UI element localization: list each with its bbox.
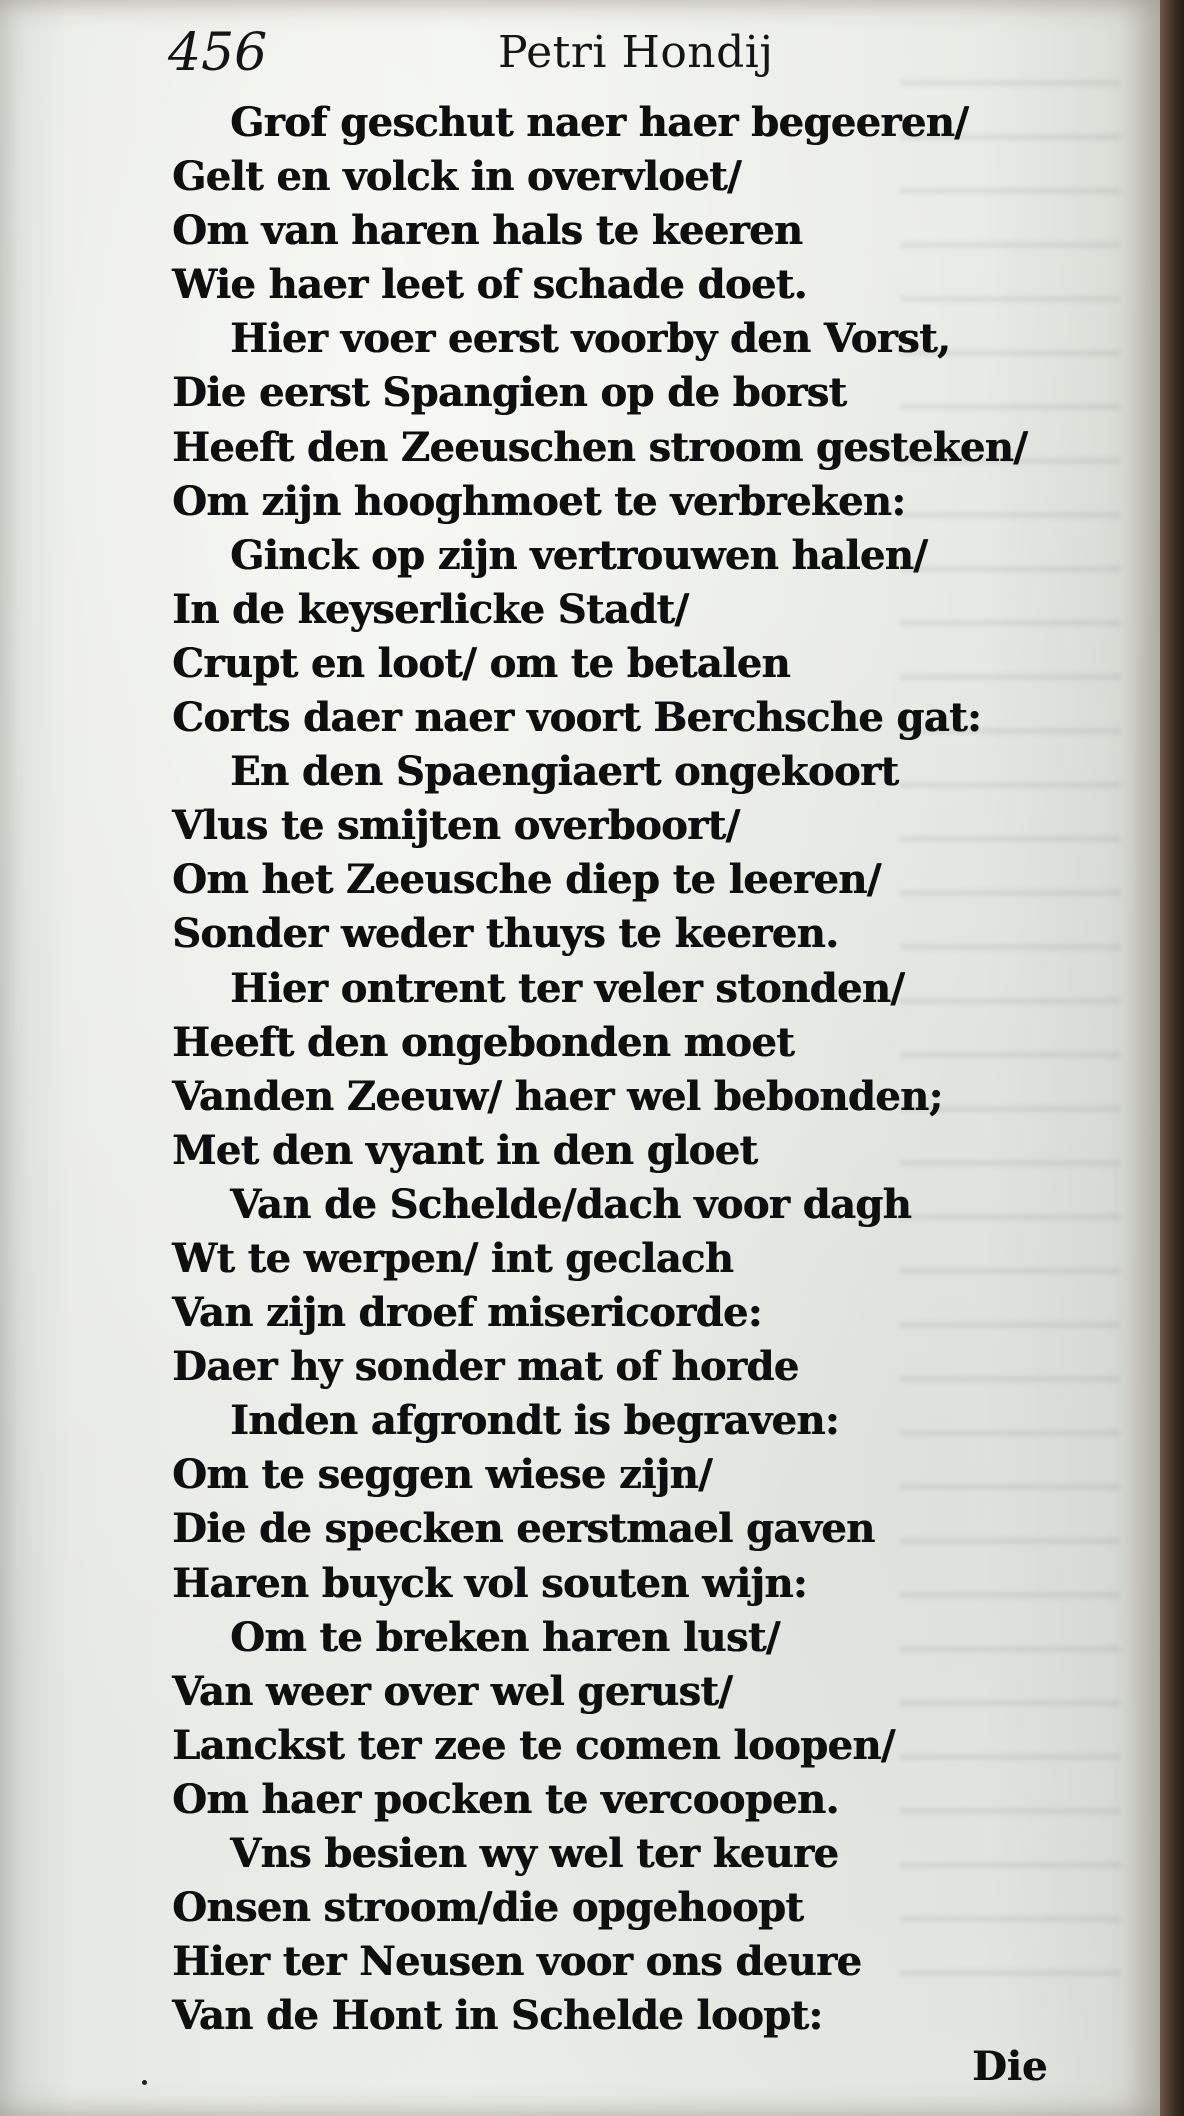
verse-line: Om het Zeeusche diep te leeren/ [172,856,881,904]
verse-line: Van de Hont in Schelde loopt: [172,1992,823,2040]
page-header [168,18,1048,88]
verse-line: Onsen stroom/die opgehoopt [172,1884,804,1932]
verse-line: Die de specken eerstmael gaven [172,1505,875,1553]
verse-line: In de keyserlicke Stadt/ [172,585,689,633]
verse-line: Lanckst ter zee te comen loopen/ [172,1721,895,1769]
verse-line: Sonder weder thuys te keeren. [172,910,839,958]
verse-line: Hier ter Neusen voor ons deure [172,1938,862,1986]
verse-line: Inden afgrondt is begraven: [230,1397,839,1445]
verse-line: Die eerst Spangien op de borst [172,369,847,417]
verse-line: Vanden Zeeuw/ haer wel bebonden; [172,1072,943,1120]
verse-line: Corts daer naer voort Berchsche gat: [172,694,982,742]
verse-line: Heeft den ongebonden moet [172,1018,794,1066]
verse-line: Vns besien wy wel ter keure [230,1830,839,1877]
verse-line: Om te seggen wiese zijn/ [172,1451,712,1499]
catchword: Die [972,2043,1048,2090]
verse-line: Om van haren hals te keeren [172,207,803,255]
verse-line: Hier voer eerst voorby den Vorst, [230,315,951,363]
verse-line: En den Spaengiaert ongekoort [230,748,899,796]
verse-line: Met den vyant in den gloet [172,1126,758,1174]
verse-line: Wie haer leet of schade doet. [172,261,807,309]
verse-line: Heeft den Zeeuschen stroom gesteken/ [172,423,1028,471]
page-edge [1160,0,1184,2116]
verse-line: Ginck op zijn vertrouwen halen/ [230,531,928,579]
running-head: Petri Hondij [498,27,774,78]
page-number: 456 [168,23,268,83]
verse-line: Wt te werpen/ int geclach [172,1234,734,1282]
verse-line: Vlus te smijten overboort/ [172,802,740,850]
verse-line: Van weer over wel gerust/ [172,1667,733,1715]
ink-speck [142,2080,147,2085]
verse-line: Daer hy sonder mat of horde [172,1343,799,1391]
verse-line: Hier ontrent ter veler stonden/ [230,964,905,1012]
verse-block [172,96,1092,2043]
verse-line: Crupt en loot/ om te betalen [172,639,790,687]
verse-line: Om te breken haren lust/ [230,1613,780,1661]
verse-line: Om haer pocken te vercoopen. [172,1775,839,1823]
verse-line: Gelt en volck in overvloet/ [172,153,741,201]
verse-line: Grof geschut naer haer begeeren/ [230,99,969,146]
verse-line: Van de Schelde/dach voor dagh [230,1180,912,1228]
verse-line: Haren buyck vol souten wijn: [172,1559,807,1607]
verse-line: Van zijn droef misericorde: [172,1289,762,1337]
verse-line: Om zijn hooghmoet te verbreken: [172,477,906,525]
